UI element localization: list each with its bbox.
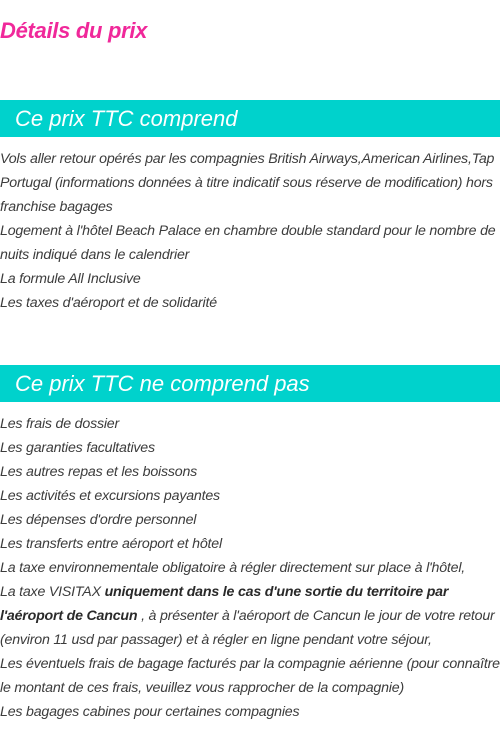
list-item: Les frais de dossier [0, 416, 120, 432]
list-item: Les bagages cabines pour certaines compagnies [0, 704, 300, 720]
list-item: Vols aller retour opérés par les compagnies British Airways,American Airlines,Tap Portugal (informations données à titre indicatif sous réserve de modification) hors franchise bagages [0, 151, 495, 215]
list-item: Les garanties facultatives [0, 440, 155, 456]
included-section-header [0, 100, 500, 137]
page-title: Détails du prix [0, 18, 148, 43]
visitax-item [0, 580, 500, 652]
list-item: Logement à l'hôtel Beach Palace en chambre double standard pour le nombre de nuits indiqué dans le calendrier [0, 223, 496, 263]
list-item: La taxe environnementale obligatoire à régler directement sur place à l'hôtel, [0, 560, 466, 576]
list-item: Les éventuels frais de bagage facturés par la compagnie aérienne (pour connaître le montant de ces frais, veuillez vous rapprocher de la compagnie) [0, 656, 500, 696]
list-item: Les activités et excursions payantes [0, 488, 220, 504]
visitax-condition: uniquement dans le cas d'une sortie du territoire par l'aéroport de Cancun [0, 584, 449, 624]
not-included-heading: Ce prix TTC ne comprend pas [15, 371, 310, 396]
included-heading: Ce prix TTC comprend [15, 106, 238, 131]
list-item: Les transferts entre aéroport et hôtel [0, 536, 222, 552]
visitax-details: , à présenter à l'aéroport de Cancun le jour de votre retour (environ 11 usd par passager) et à régler en ligne pendant votre séjour, [0, 608, 495, 648]
list-item: La formule All Inclusive [0, 271, 141, 287]
not-included-list [0, 412, 500, 724]
not-included-section-header [0, 365, 500, 402]
included-list [0, 147, 500, 315]
list-item: Les autres repas et les boissons [0, 464, 198, 480]
visitax-prefix: La taxe VISITAX [0, 584, 105, 600]
list-item: Les dépenses d'ordre personnel [0, 512, 197, 528]
list-item: Les taxes d'aéroport et de solidarité [0, 295, 217, 311]
